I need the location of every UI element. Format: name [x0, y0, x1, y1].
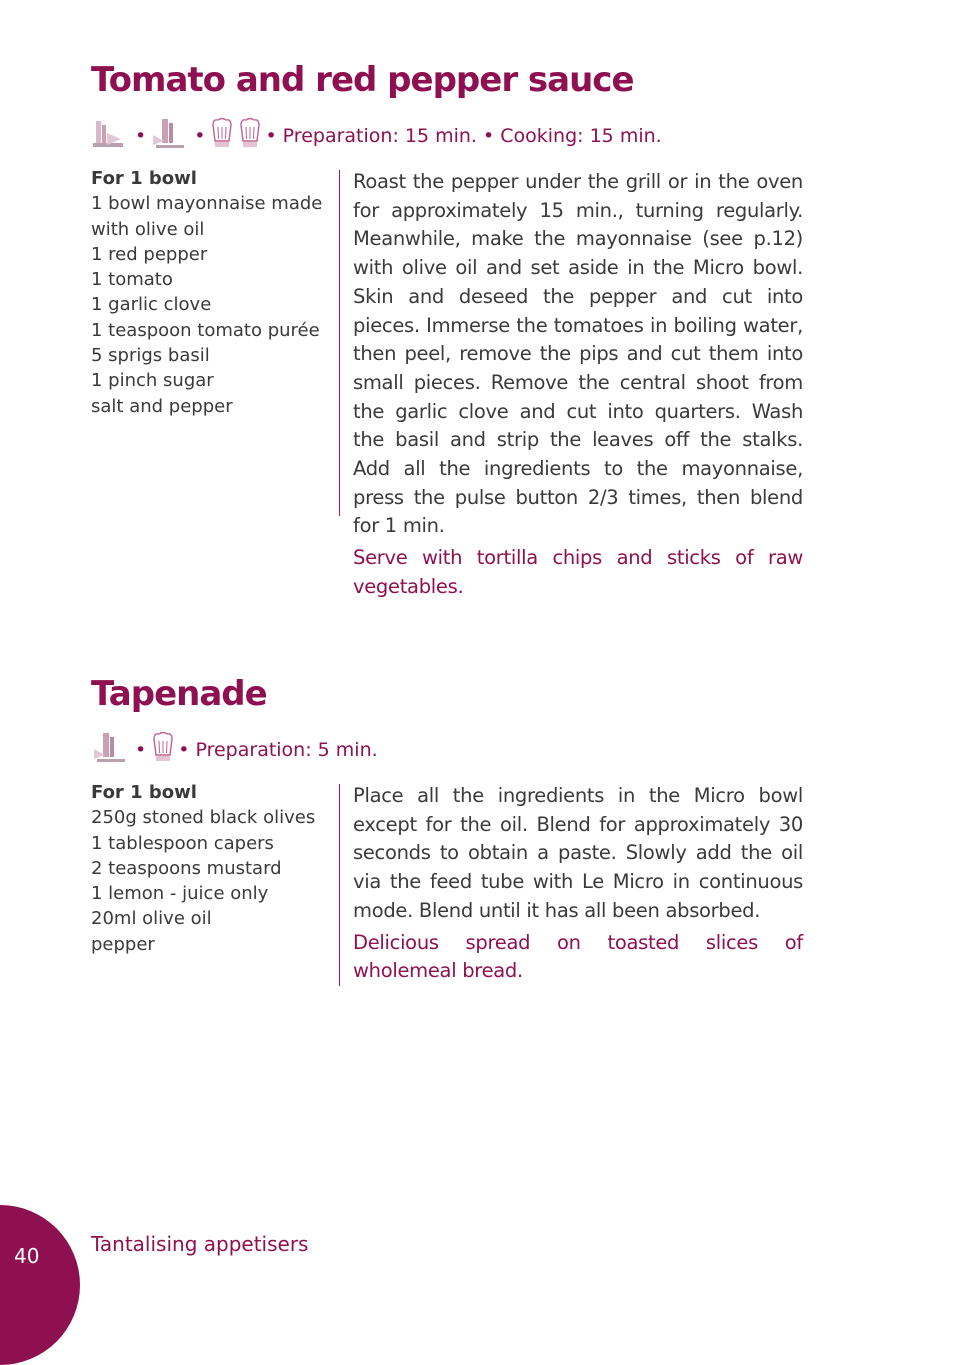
separator: •: [135, 739, 147, 761]
serving-suggestion: Delicious spread on toasted slices of wholemeal bread.: [353, 930, 803, 983]
ingredient: 1 tablespoon capers: [91, 832, 274, 854]
separator: •: [194, 125, 206, 147]
column-divider: [339, 784, 340, 986]
cost-icon: [91, 729, 129, 772]
ingredients-list: [91, 780, 321, 957]
recipe-title: Tapenade: [91, 674, 267, 714]
recipe-meta: [91, 730, 803, 770]
column-divider: [339, 170, 340, 516]
chef-hat-icon: [150, 731, 176, 770]
ingredient: salt and pepper: [91, 395, 233, 417]
method-text: [353, 168, 803, 602]
cost-icon: [150, 115, 188, 158]
page-number: 40: [14, 1244, 40, 1268]
recipe-title: Tomato and red pepper sauce: [91, 60, 634, 100]
ingredient: 1 tomato: [91, 269, 173, 291]
recipe-times: • Preparation: 5 min.: [178, 739, 378, 761]
ingredient: pepper: [91, 933, 155, 955]
method-paragraph: Roast the pepper under the grill or in the oven for approximately 15 min., turning regularly. Meanwhile, make the mayonnaise (see p.12) with olive oil and set aside in the Micro bowl. Skin and deseed the pepper and cut into pieces. Immerse the tomatoes in boiling water, then peel, remove the pips and cut them into small pieces. Remove the central shoot from the garlic clove and cut into quarters. Wash the basil and strip the leaves off the stalks. Add all the ingredients to the mayonnaise, press the pulse button 2/3 times, then blend for 1 min.: [353, 170, 803, 538]
serving-suggestion: Serve with tortilla chips and sticks of raw vegetables.: [353, 546, 803, 598]
ingredient: 1 teaspoon tomato purée: [91, 319, 320, 341]
ingredient: 1 lemon - juice only: [91, 883, 269, 905]
ingredient: with olive oil: [91, 218, 205, 240]
ingredient: 1 red pepper: [91, 243, 208, 265]
recipe-times: • Preparation: 15 min. • Cooking: 15 min.: [265, 125, 662, 147]
chef-hat-icon: [237, 117, 263, 156]
difficulty-icon: [91, 115, 129, 158]
ingredient: 250g stoned black olives: [91, 807, 316, 829]
serving-label: For 1 bowl: [91, 168, 197, 189]
ingredient: 20ml olive oil: [91, 908, 212, 930]
chef-hat-icon: [209, 117, 235, 156]
separator: •: [135, 125, 147, 147]
ingredient: 1 pinch sugar: [91, 370, 214, 392]
recipe-meta: [91, 116, 803, 156]
method-text: [353, 782, 803, 986]
section-title: Tantalising appetisers: [91, 1232, 309, 1256]
recipe-tomato-pepper-sauce: [91, 58, 803, 598]
ingredient: 1 garlic clove: [91, 294, 212, 316]
recipe-tapenade: [91, 672, 803, 983]
serving-label: For 1 bowl: [91, 782, 197, 803]
ingredient: 5 sprigs basil: [91, 345, 210, 367]
method-paragraph: Place all the ingredients in the Micro bowl except for the oil. Blend for approximately 30 seconds to obtain a paste. Slowly add the oil via the feed tube with Le Micro in continuous mode. Blend until it has all been absorbed.: [353, 784, 803, 922]
ingredient: 2 teaspoons mustard: [91, 857, 282, 879]
ingredient: 1 bowl mayonnaise made: [91, 193, 323, 215]
page-corner-tab: [0, 1205, 80, 1365]
ingredients-list: [91, 166, 321, 419]
